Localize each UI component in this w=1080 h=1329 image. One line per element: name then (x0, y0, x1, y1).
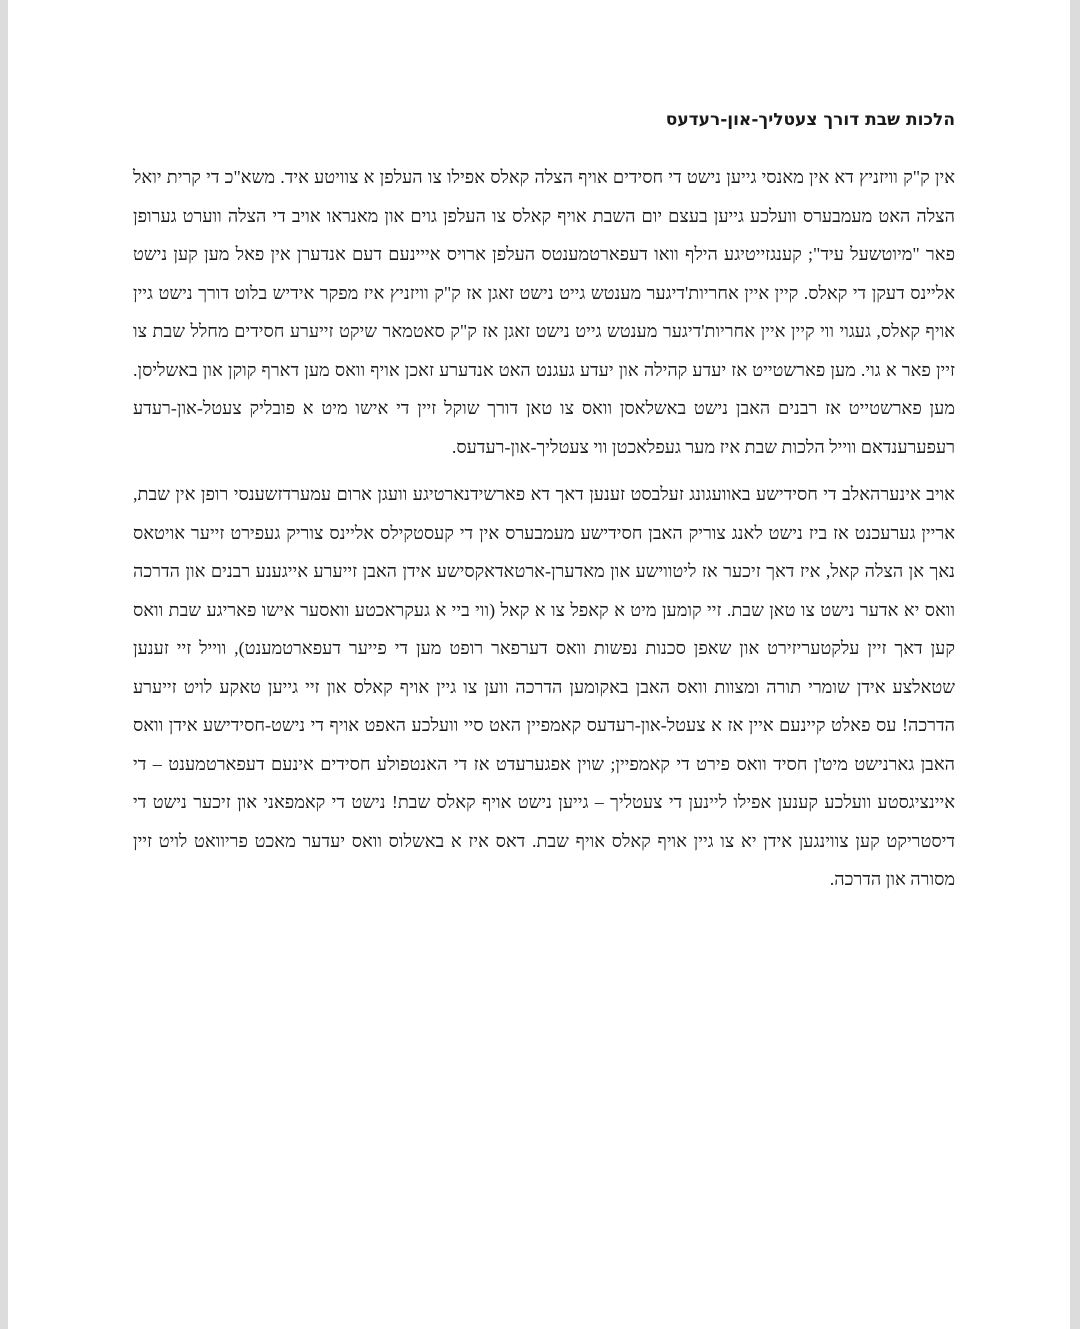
document-title: הלכות שבת דורך צעטליך-און-רעדעס (665, 110, 955, 130)
document-page (8, 0, 1070, 1329)
paragraph-1: אין ק"ק וויזניץ דא אין מאנסי גייען נישט די חסידים אויף הצלה קאלס אפילו צו העלפן א צוויטע איד. משא"כ די קרית יואל הצלה האט מעמבערס וועלכע גייען בעצם יום השבת אויף קאלס צו העלפן גוים און מאנראו אויב די הצלה ווערט גערופן פאר "מיוטשעל עיד"; קענגזייטיגע הילף וואו דעפארטמענטס העלפן ארויס אייינעם דעם אנדערן אין פאל מען קען נישט אליינס דעקן די קאלס. קיין איין אחריות'דיגער מענטש גייט נישט זאגן אז ק"ק וויזניץ איז מפקר אידיש בלוט דורך נישט גיין אויף קאלס, געגוי ווי קיין איין אחריות'דיגער מענטש גייט נישט זאגן אז ק"ק סאטמאר שיקט זייערע חסידים מחלל שבת צו זיין פאר א גוי. מען פארשטייט אז יעדע קהילה און יעדע געגנט האט אנדערע זאכן אויף וואס מען דארף קוקן און באשליסן. מען פארשטייט אז רבנים האבן נישט באשלאסן וואס צו טאן דורך שוקל זיין די אישו מיט א פובליק צעטל-און-רעדע רעפערענדאם ווייל הלכות שבת איז מער געפלאכטן ווי צעטליך-און-רעדעס. (133, 167, 955, 457)
paragraph-2: אויב אינערהאלב די חסידישע באוועגונג זעלבסט זענען דאך דא פארשידנארטיגע וועגן ארום עמערדזשענסי רופן אין שבת, אריין גערעכנט אז ביז נישט לאנג צוריק האבן חסידישע מעמבערס אין די קעסטקילס אליינס צוריק געפירט זייער אויטאס נאך אן הצלה קאל, איז דאך זיכער אז ליטווישע און מאדערן-ארטאדאקסישע אידן האבן זייערע אייגענע רבנים און הדרכה וואס יא אדער נישט צו טאן שבת. זיי קומען מיט א קאפל צו א קאל (ווי ביי א געקראכטע וואסער אישו פאריגע שבת וואס קען דאך זיין עלקטעריזירט און שאפן סכנות נפשות וואס דערפאר רופט מען די פייער דעפארטמענט), ווייל זיי זענען שטאלצע אידן שומרי תורה ומצוות וואס האבן באקומען הדרכה ווען צו גיין אויף קאלס און זיי גייען טאקע לויט זייערע הדרכה! עס פאלט קיינעם איין אז א צעטל-און-רעדעס קאמפיין האט סיי וועלכע האפט אויף די נישט-חסידישע אידן וואס האבן גארנישט מיט'ן חסיד וואס פירט די קאמפיין; שוין אפגערעדט אז די האנטפולע חסידים אינעם דעפארטמענט – די איינציגסטע וועלכע קענען אפילו ליינען די צעטליך – גייען נישט אויף קאלס שבת! נישט די קאמפאני און זיכער נישט די דיסטריקט קען צווינגען אידן יא צו גיין אויף קאלס אויף שבת. דאס איז א באשלוס וואס יעדער מאכט פריוואט לויט זיין מסורה און הדרכה. (133, 484, 955, 889)
document-body (133, 108, 955, 899)
